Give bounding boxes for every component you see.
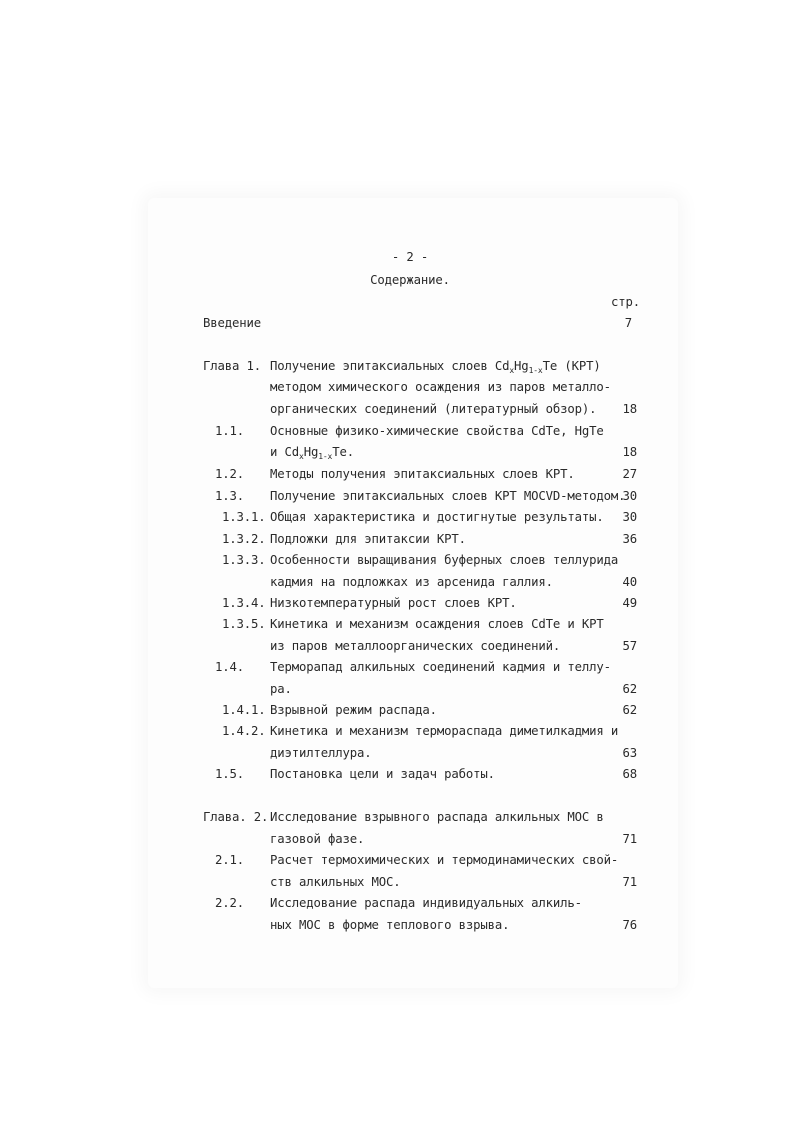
chapter2-page: 71: [622, 832, 637, 846]
section-1-3-title: Получение эпитаксиальных слоев КРТ MOCVD-методом.: [270, 489, 626, 503]
section-1-3-5-number: 1.3.5.: [222, 617, 266, 631]
section-1-3-5-line2: из паров металлоорганических соединений.: [270, 639, 561, 653]
section-2-2-line2: ных МОС в форме теплового взрыва.: [270, 918, 510, 932]
section-1-4-1-page: 62: [622, 703, 637, 717]
section-1-5-page: 68: [622, 767, 637, 781]
section-1-1-number: 1.1.: [214, 424, 244, 438]
section-1-4-number: 1.4.: [214, 660, 244, 674]
section-1-2-page: 27: [622, 467, 637, 481]
toc-title: Содержание.: [370, 273, 450, 287]
section-1-4-line2: ра.: [270, 682, 292, 696]
section-1-5-title: Постановка цели и задач работы.: [270, 767, 495, 781]
section-1-3-3-line1: Особенности выращивания буферных слоев теллурида: [270, 553, 619, 567]
chapter1-title-line1: Получение эпитаксиальных слоев $Cd_xHg_{1-x}Te$ (КРТ): [270, 359, 601, 375]
section-1-3-4-title: Низкотемпературный рост слоев КРТ.: [270, 596, 517, 610]
section-1-2-title: Методы получения эпитаксиальных слоев КРТ.: [270, 467, 575, 481]
section-1-4-1-number: 1.4.1.: [222, 703, 266, 717]
section-1-3-2-title: Подложки для эпитаксии КРТ.: [270, 532, 466, 546]
section-1-4-line1: Терморапад алкильных соединений кадмия и теллу-: [270, 660, 611, 674]
section-1-3-3-number: 1.3.3.: [222, 553, 266, 567]
chapter1-label: Глава 1.: [203, 359, 262, 373]
page-column-header: стр.: [610, 295, 640, 309]
section-1-3-2-page: 36: [622, 532, 637, 546]
section-1-3-5-page: 57: [622, 639, 637, 653]
section-1-3-number: 1.3.: [214, 489, 244, 503]
section-1-3-1-title: Общая характеристика и достигнутые результаты.: [270, 510, 604, 524]
section-1-3-4-number: 1.3.4.: [222, 596, 266, 610]
section-1-4-1-title: Взрывной режим распада.: [270, 703, 437, 717]
chapter2-title-line1: Исследование взрывного распада алкильных МОС в: [270, 810, 604, 824]
intro-page: 7: [624, 316, 632, 330]
page-number: - 2 -: [391, 250, 429, 264]
chapter1-title-line2: методом химического осаждения из паров металло-: [270, 380, 611, 394]
section-1-2-number: 1.2.: [214, 467, 244, 481]
section-2-2-line1: Исследование распада индивидуальных алкиль-: [270, 896, 582, 910]
chapter1-page: 18: [622, 402, 637, 416]
chapter2-title-line2: газовой фазе.: [270, 832, 365, 846]
section-1-3-4-page: 49: [622, 596, 637, 610]
section-2-1-line2: ств алкильных МОС.: [270, 875, 401, 889]
section-1-4-2-line1: Кинетика и механизм термораспада диметилкадмия и: [270, 724, 619, 738]
section-1-1-page: 18: [622, 445, 637, 459]
section-2-1-number: 2.1.: [214, 853, 244, 867]
section-1-4-2-number: 1.4.2.: [222, 724, 266, 738]
section-1-3-1-page: 30: [622, 510, 637, 524]
section-2-2-number: 2.2.: [214, 896, 244, 910]
section-1-1-line2: и $Cd_xHg_{1-x}Te$.: [270, 445, 354, 461]
section-1-3-3-line2: кадмия на подложках из арсенида галлия.: [270, 575, 553, 589]
chapter2-label: Глава. 2.: [203, 810, 269, 824]
section-1-1-line1: Основные физико-химические свойства CdTe, HgTe: [270, 424, 604, 438]
section-2-2-page: 76: [622, 918, 637, 932]
section-1-3-2-number: 1.3.2.: [222, 532, 266, 546]
section-1-3-1-number: 1.3.1.: [222, 510, 266, 524]
section-2-1-page: 71: [622, 875, 637, 889]
section-1-4-2-line2: диэтилтеллура.: [270, 746, 372, 760]
chapter1-title-line3: органических соединений (литературный обзор).: [270, 402, 597, 416]
section-1-3-5-line1: Кинетика и механизм осаждения слоев CdTe и КРТ: [270, 617, 604, 631]
section-1-4-page: 62: [622, 682, 637, 696]
section-2-1-line1: Расчет термохимических и термодинамических свой-: [270, 853, 619, 867]
intro-label: Введение: [203, 316, 262, 330]
section-1-5-number: 1.5.: [214, 767, 244, 781]
section-1-3-page: 30: [622, 489, 637, 503]
section-1-3-3-page: 40: [622, 575, 637, 589]
section-1-4-2-page: 63: [622, 746, 637, 760]
